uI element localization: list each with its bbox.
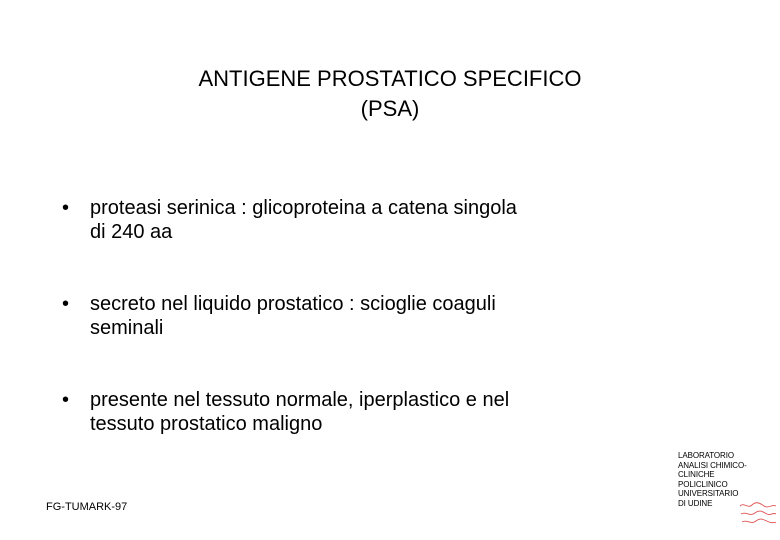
title-line-2: (PSA) <box>360 96 420 121</box>
bullet-marker: • <box>62 197 70 219</box>
bullet-text <box>90 388 672 436</box>
bullet-item <box>62 388 672 436</box>
bullet-line: presente nel tessuto normale, iperplastico e nel <box>90 389 510 411</box>
bullet-text <box>90 292 672 340</box>
bullet-marker: • <box>62 389 70 411</box>
bullet-line: di 240 aa <box>90 221 173 243</box>
bullet-item <box>62 292 672 340</box>
lab-line: UNIVERSITARIO <box>678 489 739 498</box>
bullet-marker: • <box>62 293 70 315</box>
handwritten-signature <box>738 500 778 528</box>
lab-line: CLINICHE <box>678 470 715 479</box>
bullet-item <box>62 196 672 244</box>
lab-line: ANALISI CHIMICO- <box>678 460 747 470</box>
slide-title <box>0 64 780 124</box>
bullet-line: proteasi serinica : glicoproteina a catena singola <box>90 197 517 219</box>
bullet-line: tessuto prostatico maligno <box>90 413 323 435</box>
document-code: FG-TUMARK-97 <box>46 501 128 513</box>
lab-line: DI UDINE <box>678 498 713 508</box>
bullet-text <box>90 196 672 244</box>
bullet-line: secreto nel liquido prostatico : scioglie coaguli <box>90 293 496 315</box>
lab-line: LABORATORIO <box>678 451 734 460</box>
bullet-line: seminali <box>90 317 164 339</box>
lab-line: POLICLINICO <box>678 479 728 489</box>
title-line-1: ANTIGENE PROSTATICO SPECIFICO <box>198 66 582 91</box>
